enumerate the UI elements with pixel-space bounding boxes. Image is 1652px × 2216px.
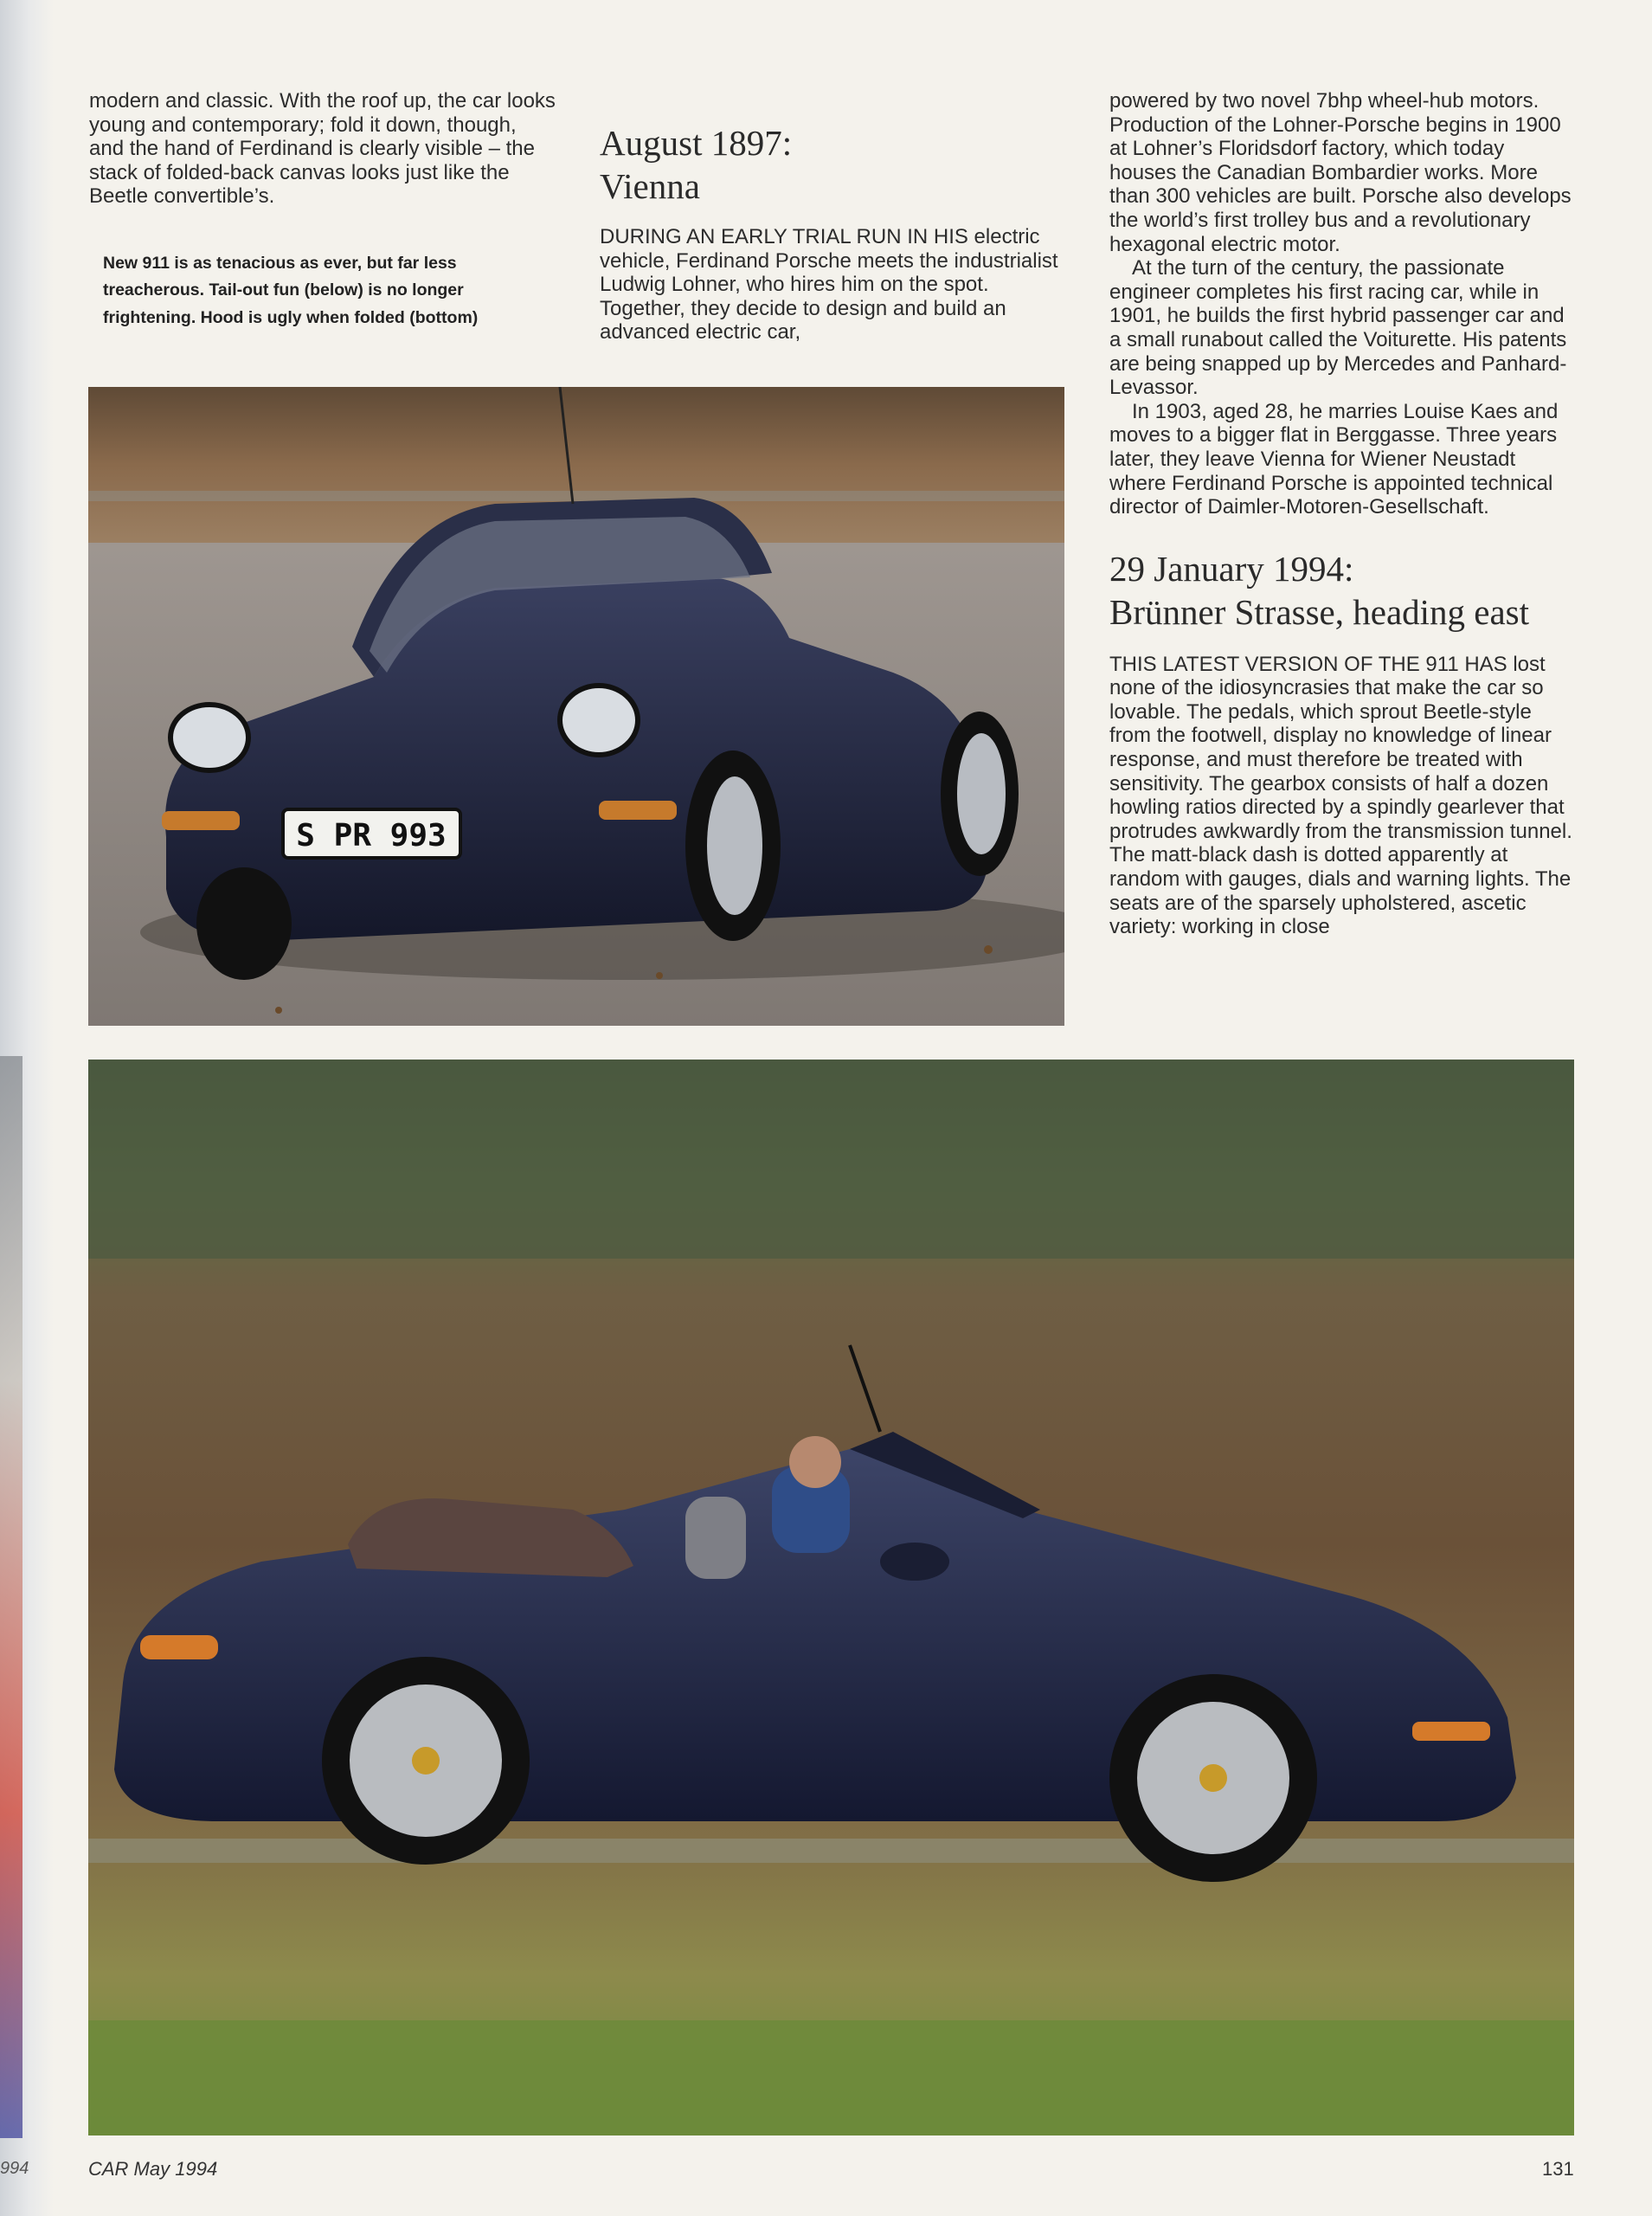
lohner-paragraph-3: In 1903, aged 28, he marries Louise Kaes and moves to a bigger flat in Berggasse. Three years later, they leave Vienna for Wiener Neustadt where Ferdinand Porsche is appointed technical director of Daimler-Motoren-Gesellschaft. (1109, 399, 1559, 519)
page-number: 131 (1542, 2158, 1574, 2180)
column-1 (89, 89, 556, 332)
heading-date: August 1897: (600, 123, 793, 163)
lohner-paragraph-1: powered by two novel 7bhp wheel-hub motors. Production of the Lohner-Porsche begins in 1900 at Lohner’s Floridsdorf factory, which today houses the Canadian Bombardier works. More than 300 vehicles are built. Porsche also develops the world’s first trolley bus and a revolutionary hexagonal electric motor. (1109, 89, 1572, 256)
intro-paragraph: modern and classic. With the roof up, the car looks young and contemporary; fold it down, though, and the hand of Ferdinand is clearly visible – the stack of folded-back canvas looks just like the Beetle convertible’s. (89, 89, 556, 209)
section-1994-body: THIS LATEST VERSION OF THE 911 HAS lost none of the idiosyncrasies that make the car so lovable. The pedals, which sprout Beetle-style from the footwell, display no knowledge of linear response, and must therefore be treated with sensitivity. The gearbox consists of half a dozen howling ratios directed by a spindly gearlever that protrudes awkwardly from the transmission tunnel. The matt-black dash is dotted apparently at random with gauges, dials and warning lights. The seats are of the sparsely upholstered, ascetic variety: working in close (1109, 652, 1572, 939)
lohner-paragraph-2: At the turn of the century, the passionate engineer completes his first racing car, while in 1901, he builds the first hybrid passenger car and a small runabout called the Voiturette. His patents are being snapped up by Mercedes and Panhard-Levassor. (1109, 256, 1567, 400)
column-3 (1109, 89, 1577, 939)
photo-911-hood-up (88, 387, 1064, 1026)
magazine-folio: CAR May 1994 (88, 2158, 218, 2180)
heading-place: Vienna (600, 166, 700, 206)
previous-page-folio: 994 (0, 2159, 29, 2178)
column-2 (600, 121, 1063, 345)
heading-date-1994: 29 January 1994: (1109, 548, 1354, 589)
section-heading-1897 (600, 121, 1063, 208)
heading-place-1994: Brünner Strasse, heading east (1109, 591, 1530, 632)
photo-caption: New 911 is as tenacious as ever, but far less treacherous. Tail-out fun (below) is no longer frightening. Hood is ugly when folded (bottom) (103, 253, 479, 327)
lohner-text (1109, 89, 1577, 519)
photo-911-cabriolet-hood-folded (88, 1060, 1574, 2135)
section-heading-1994 (1109, 547, 1577, 634)
section-1897-body: DURING AN EARLY TRIAL RUN IN HIS electric vehicle, Ferdinand Porsche meets the industrialist Ludwig Lohner, who hires him on the spot. Together, they decide to design and build an advanced electric car, (600, 225, 1058, 345)
license-plate: S PR 993 (296, 818, 447, 854)
previous-page-edge (0, 1056, 22, 2138)
